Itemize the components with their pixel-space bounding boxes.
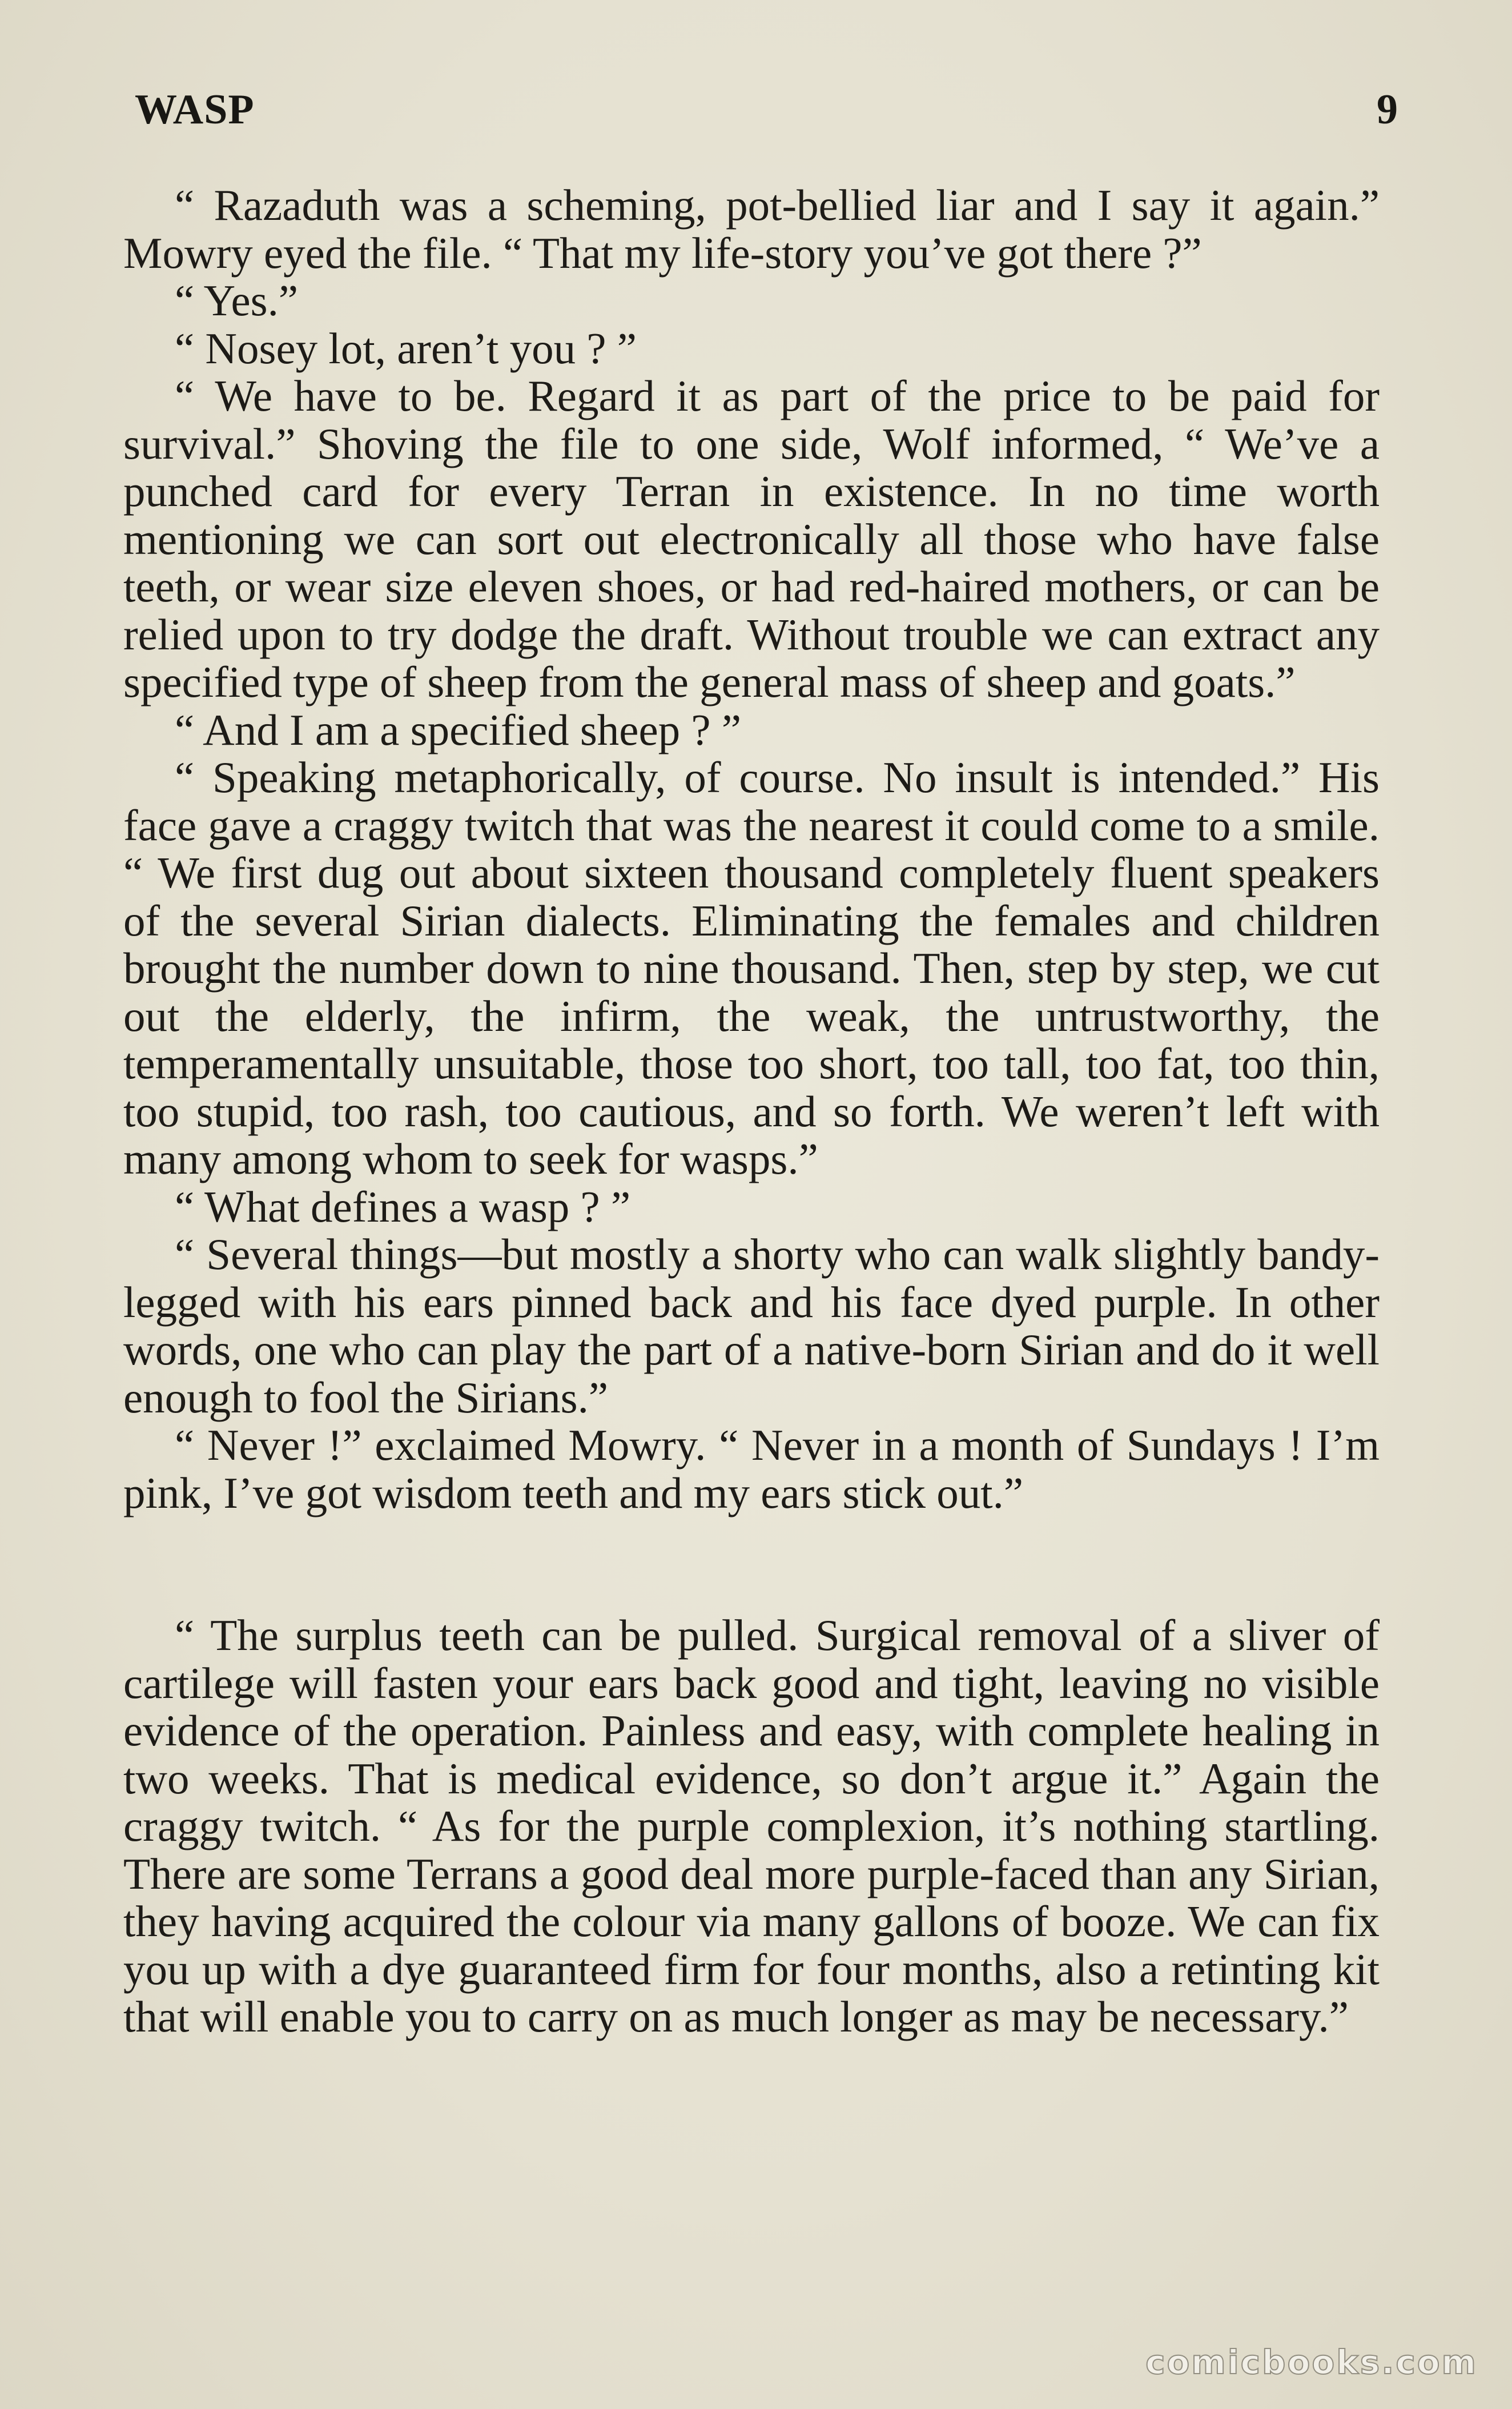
running-title: WASP <box>135 86 255 133</box>
paragraph: “ Razaduth was a scheming, pot-bellied liar and I say it again.” Mowry eyed the file. “ That my life-story you’ve got there ?” <box>123 180 1380 278</box>
body-text <box>123 182 1380 2041</box>
paragraph: “ The surplus teeth can be pulled. Surgical removal of a sliver of cartilege will fasten your ears back good and tight, leaving no visible evidence of the operation. Painless and easy, with complete healing in two weeks. That is medical evidence, so don’t argue it.” Again the craggy twitch. “ As for the purple complexion, it’s nothing startling. There are some Terrans a good deal more purple-faced than any Sirian, they having acquired the colour via many gallons of booze. We can fix you up with a dye guaranteed firm for four months, also a retinting kit that will enable you to carry on as much longer as may be necessary.” <box>123 1611 1380 2041</box>
page-number: 9 <box>1377 86 1398 133</box>
paragraph: “ Nosey lot, aren’t you ? ” <box>175 323 637 373</box>
paragraph: “ Speaking metaphorically, of course. No insult is intended.” His face gave a craggy twitch that was the nearest it could come to a smile. “ We first dug out about sixteen thousand completely fluent speakers of the several Sirian dialects. Eliminating the females and children brought the number down to nine thousand. Then, step by step, we cut out the elderly, the infirm, the weak, the untrustworthy, the temperamentally unsuitable, those too short, too tall, too fat, too thin, too stupid, too rash, too cautious, and so forth. We weren’t left with many among whom to seek for wasps.” <box>123 753 1380 1183</box>
paragraph: “ We have to be. Regard it as part of the price to be paid for survival.” Shoving the file to one side, Wolf informed, “ We’ve a punched card for every Terran in existence. In no time worth mentioning we can sort out electronically all those who have false teeth, or wear size eleven shoes, or had red-haired mothers, or can be relied upon to try dodge the draft. Without trouble we can extract any specified type of sheep from the general mass of sheep and goats.” <box>123 371 1380 706</box>
running-head <box>135 86 1398 143</box>
paragraph: “ Never !” exclaimed Mowry. “ Never in a month of Sundays ! I’m pink, I’ve got wisdom teeth and my ears stick out.” <box>123 1420 1380 1517</box>
paragraph: “ What defines a wasp ? ” <box>175 1182 631 1231</box>
paragraph: “ Yes.” <box>175 276 299 325</box>
paragraph: “ Several things—but mostly a shorty who can walk slightly bandy-legged with his ears pinned back and his face dyed purple. In other words, one who can play the part of a native-born Sirian and do it well enough to fool the Sirians.” <box>123 1230 1380 1422</box>
watermark-logo: comicbooks.com <box>1145 2343 1478 2382</box>
paragraph: “ And I am a specified sheep ? ” <box>175 705 742 754</box>
